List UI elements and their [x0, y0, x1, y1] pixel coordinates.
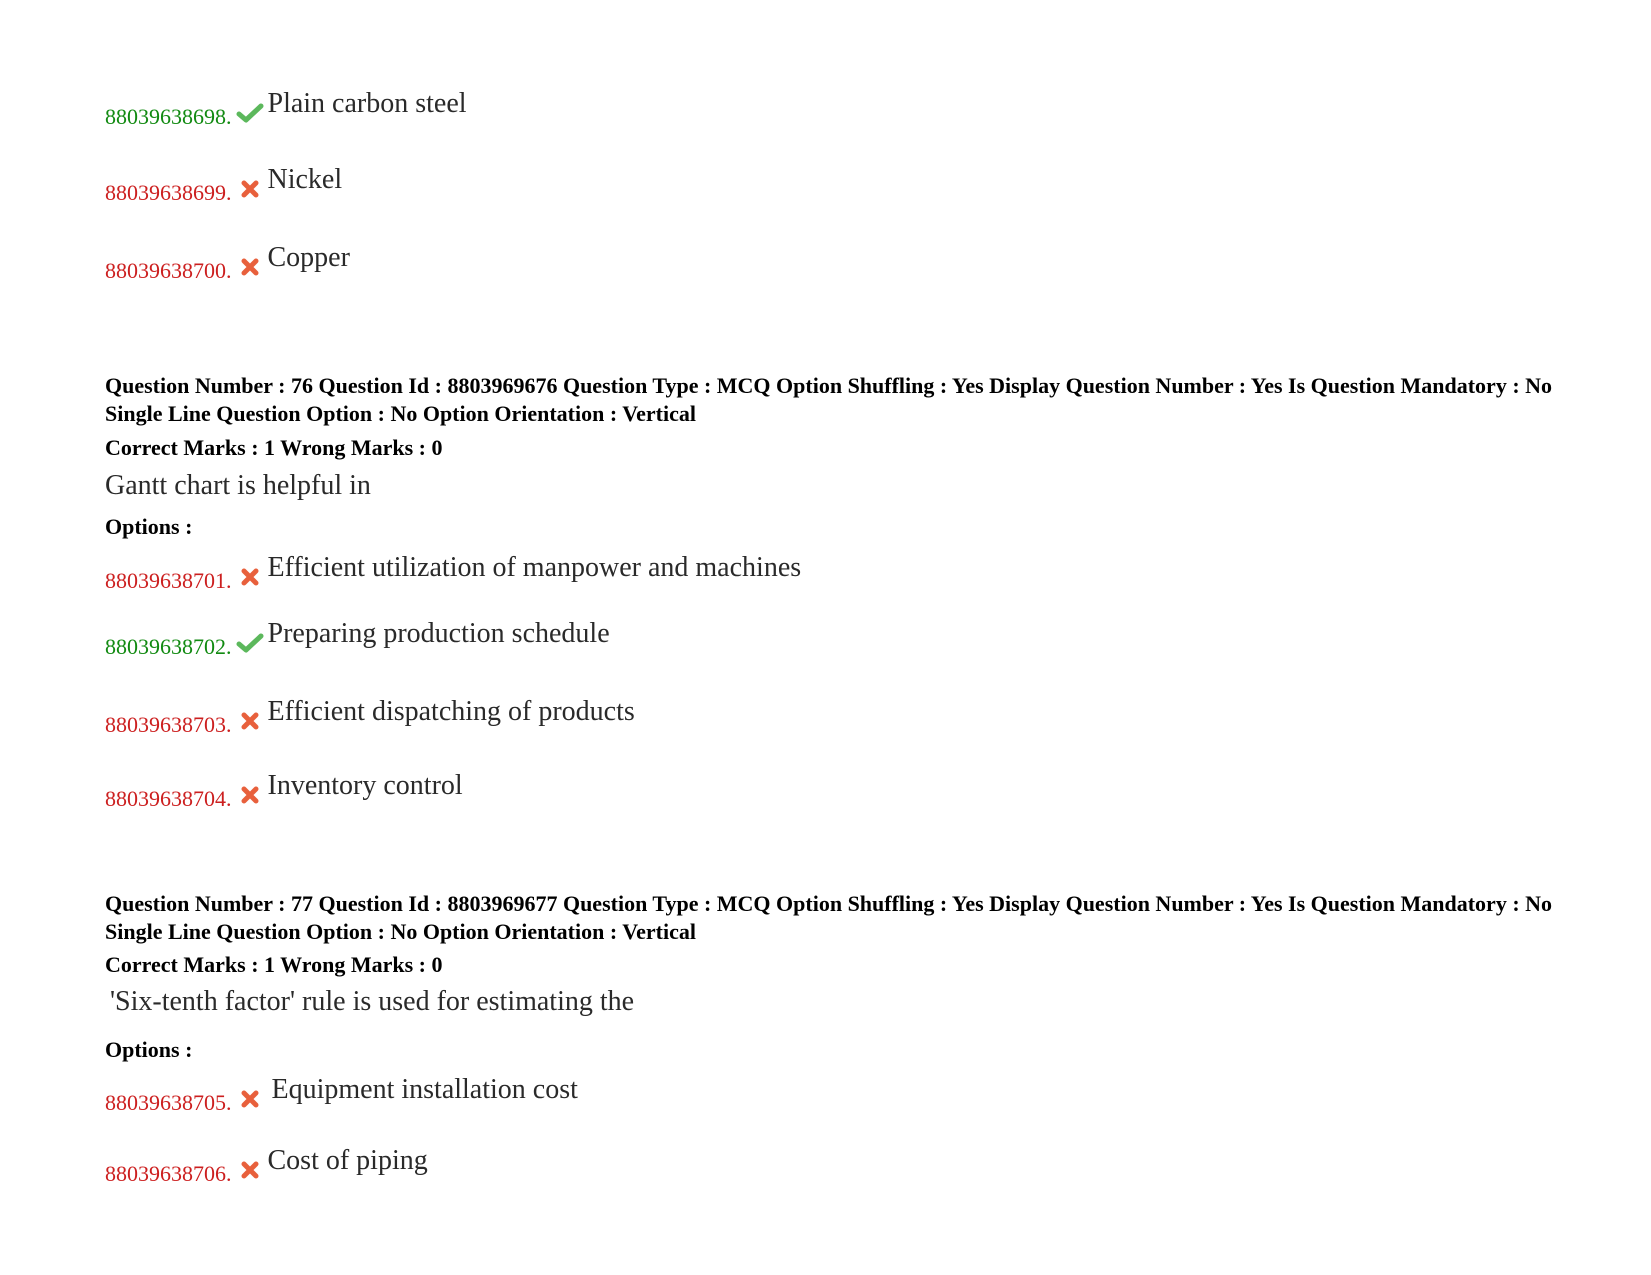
option-row: [105, 696, 635, 737]
option-id: 88039638705.: [105, 1090, 232, 1115]
option-row: [105, 770, 463, 811]
cross-icon: [236, 784, 264, 806]
cross-icon: [236, 710, 264, 732]
option-text: Preparing production schedule: [267, 618, 610, 649]
option-row: [105, 618, 610, 659]
cross-icon: [236, 566, 264, 588]
option-id: 88039638703.: [105, 712, 232, 737]
option-row: [105, 88, 467, 129]
cross-icon: [236, 178, 264, 200]
option-text: Efficient dispatching of products: [267, 696, 635, 727]
option-id: 88039638701.: [105, 568, 232, 593]
option-text: Equipment installation cost: [271, 1074, 578, 1105]
option-text: Efficient utilization of manpower and machines: [267, 552, 802, 583]
option-text: Copper: [267, 242, 350, 273]
option-id: 88039638702.: [105, 634, 232, 659]
question-text: Gantt chart is helpful in: [105, 470, 371, 501]
option-row: [105, 164, 343, 205]
option-row: [105, 1074, 578, 1115]
question-meta: Question Number : 76 Question Id : 8803969676 Question Type : MCQ Option Shuffling : Yes Display Question Number : Yes Is Question Mandatory : No Single Line Question Option : No Option Orientation : Vertical: [105, 373, 1553, 426]
option-text: Inventory control: [267, 770, 463, 801]
check-icon: [236, 102, 264, 124]
options-label: Options :: [105, 514, 193, 539]
cross-icon: [236, 1088, 264, 1110]
option-row: [105, 242, 350, 283]
options-label: Options :: [105, 1037, 193, 1062]
question-text: 'Six-tenth factor' rule is used for estimating the: [110, 986, 635, 1017]
option-row: [105, 552, 802, 593]
question-meta: Question Number : 77 Question Id : 8803969677 Question Type : MCQ Option Shuffling : Yes Display Question Number : Yes Is Question Mandatory : No Single Line Question Option : No Option Orientation : Vertical: [105, 891, 1553, 944]
option-row: [105, 1145, 428, 1186]
marks-info: Correct Marks : 1 Wrong Marks : 0: [105, 952, 443, 977]
option-id: 88039638706.: [105, 1161, 232, 1186]
check-icon: [236, 632, 264, 654]
option-id: 88039638698.: [105, 104, 232, 129]
option-id: 88039638700.: [105, 258, 232, 283]
option-text: Cost of piping: [267, 1145, 428, 1176]
option-text: Nickel: [267, 164, 343, 195]
option-id: 88039638704.: [105, 786, 232, 811]
cross-icon: [236, 256, 264, 278]
cross-icon: [236, 1159, 264, 1181]
option-id: 88039638699.: [105, 180, 232, 205]
option-text: Plain carbon steel: [267, 88, 467, 119]
marks-info: Correct Marks : 1 Wrong Marks : 0: [105, 435, 443, 460]
